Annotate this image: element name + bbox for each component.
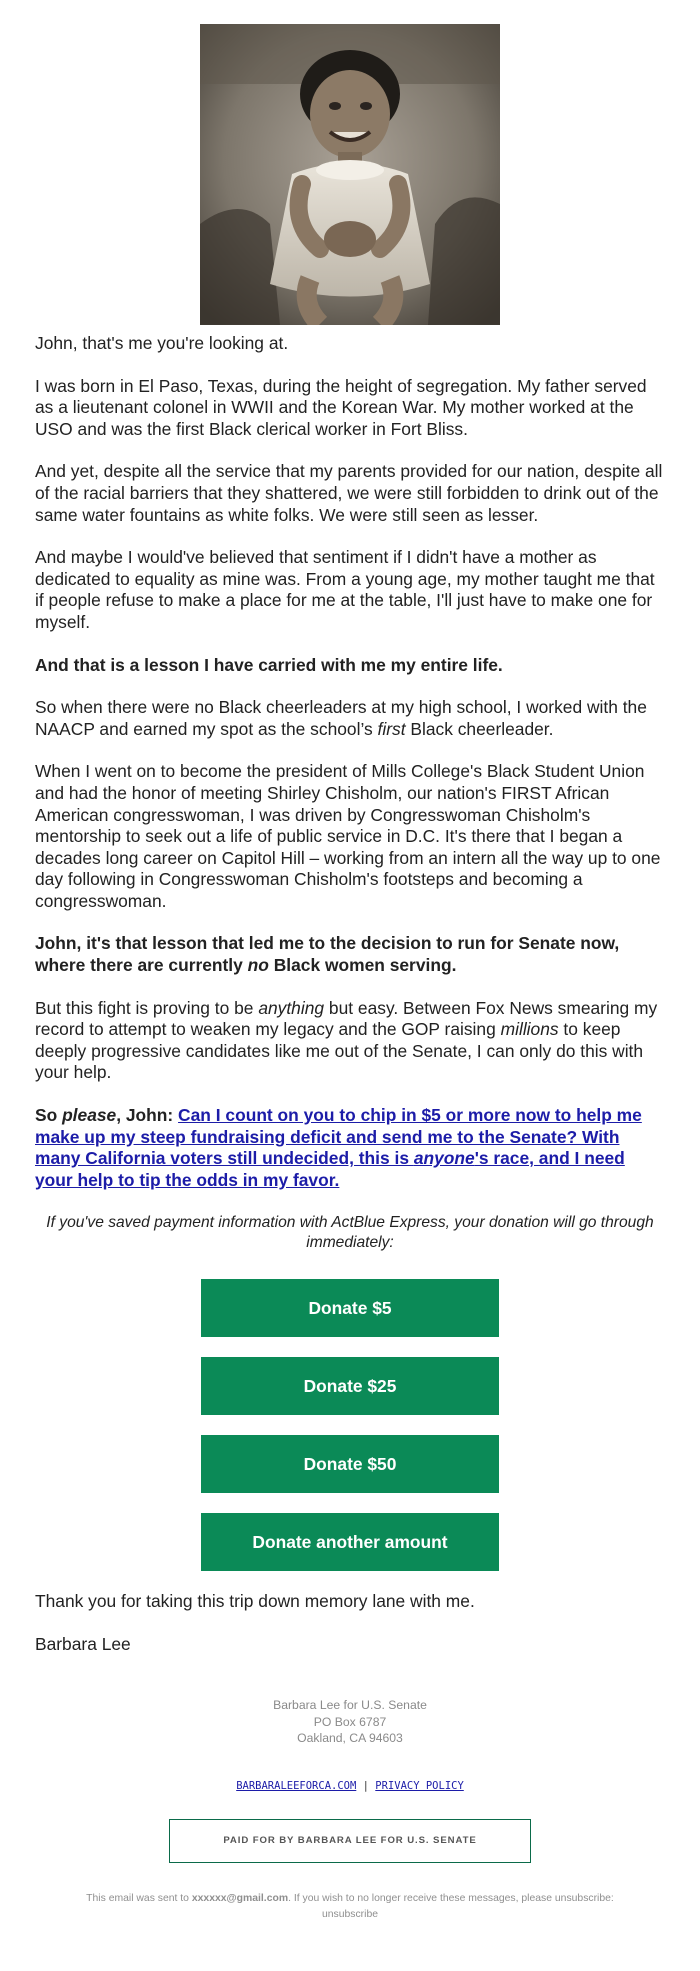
birthplace-paragraph: I was born in El Paso, Texas, during the height of segregation. My father served as a lieutenant colonel in WWII and the Korean War. My mother worked at the USO and was the first Black clerical worker in Fort Bliss. [35, 375, 647, 439]
cta-text-b: 's race, and I need your help to tip the odds in my favor. [35, 1148, 625, 1190]
footer-links [0, 1780, 700, 1792]
mailing-address [0, 1697, 700, 1747]
cheerleader-paragraph [35, 697, 665, 740]
legal-text-a: This email was sent to [86, 1892, 192, 1904]
unsubscribe-link[interactable]: unsubscribe [321, 1908, 379, 1920]
email-body [35, 333, 665, 1677]
segregation-paragraph: And yet, despite all the service that my parents provided for our nation, despite all of the racial barriers that they shattered, we were still forbidden to drink out of the same water fountains as white folks. We were still seen as lesser. [35, 461, 663, 525]
fight-text-b: but easy. Between Fox News smearing my record to attempt to weaken my legacy and the GOP raising [35, 997, 658, 1040]
donate-other-button[interactable]: Donate another amount [201, 1513, 499, 1571]
link-separator: | [362, 1779, 369, 1792]
senate-text-a: John, it's that lesson that led me to the decision to run for Senate now, where there are currently [35, 933, 620, 976]
lesson-paragraph: And that is a lesson I have carried with me my entire life. [35, 654, 503, 675]
cheerleader-text-b: Black cheerleader. [405, 718, 554, 739]
fight-emphasis-anything: anything [258, 997, 325, 1018]
ask-paragraph [35, 1105, 665, 1191]
fight-text-c: to keep deeply progressive candidates like me out of the Senate, I can only do this with your help. [35, 1019, 644, 1083]
cta-text-a: Can I count on you to chip in $5 or more now to help me make up my steep fundraising deficit and send me to the Senate? With many California voters still undecided, this is [35, 1105, 642, 1169]
unsubscribe-notice [50, 1891, 650, 1923]
email-footer [0, 1697, 700, 1923]
signature: Barbara Lee [35, 1634, 131, 1654]
donate-50-button[interactable]: Donate $50 [201, 1435, 499, 1493]
senate-text-b: Black women serving. [268, 955, 457, 976]
senate-emphasis: no [247, 955, 269, 976]
privacy-policy-link[interactable]: PRIVACY POLICY [375, 1779, 464, 1792]
donate-25-button[interactable]: Donate $25 [201, 1357, 499, 1415]
address-po-box: PO Box 6787 [313, 1714, 387, 1729]
greeting-paragraph: John, that's me you're looking at. [35, 333, 289, 353]
cheerleader-text-a: So when there were no Black cheerleaders at my high school, I worked with the NAACP and earned my spot as the school’s [35, 697, 647, 739]
fight-paragraph [35, 998, 665, 1084]
cheerleader-emphasis: first [377, 718, 406, 739]
fight-emphasis-millions: millions [500, 1019, 559, 1040]
website-link[interactable]: BARBARALEEFORCA.COM [236, 1779, 357, 1792]
ask-emphasis-please: please [62, 1105, 117, 1126]
address-org: Barbara Lee for U.S. Senate [273, 1698, 427, 1712]
donate-buttons [35, 1279, 665, 1571]
paid-for-disclaimer: PAID FOR BY BARBARA LEE FOR U.S. SENATE [169, 1819, 531, 1863]
cta-emphasis-anyone: anyone [413, 1148, 475, 1169]
childhood-photo [200, 24, 500, 325]
address-city: Oakland, CA 94603 [297, 1731, 403, 1745]
fight-text-a: But this fight is proving to be [35, 997, 259, 1018]
career-paragraph: When I went on to become the president of Mills College's Black Student Union and had the honor of meeting Shirley Chisholm, our nation's FIRST African American congresswoman, I was driven by Congresswoman Chisholm's mentorship to seek out a life of public service in D.C. It's there that I began a decades long career on Capitol Hill – working from an intern all the way up to one day following in Congresswoman Chisholm's footsteps and becoming a congresswoman. [35, 761, 661, 911]
mother-paragraph: And maybe I would've believed that sentiment if I didn't have a mother as dedicated to equality as mine was. From a young age, my mother taught me that if people refuse to make a place for me at the table, I'll just have to make one for myself. [35, 547, 655, 632]
actblue-note: If you've saved payment information with ActBlue Express, your donation will go through immediately: [46, 1214, 654, 1252]
donate-5-button[interactable]: Donate $5 [201, 1279, 499, 1337]
toddler-photo-image [200, 24, 500, 325]
ask-text-b: , John: [116, 1105, 179, 1126]
legal-text-b: . If you wish to no longer receive these messages, please unsubscribe: [288, 1892, 614, 1904]
senate-paragraph [35, 933, 665, 976]
ask-text-a: So [35, 1105, 63, 1126]
thanks-paragraph: Thank you for taking this trip down memory lane with me. [35, 1591, 475, 1612]
recipient-email: xxxxxx@gmail.com [191, 1892, 289, 1904]
